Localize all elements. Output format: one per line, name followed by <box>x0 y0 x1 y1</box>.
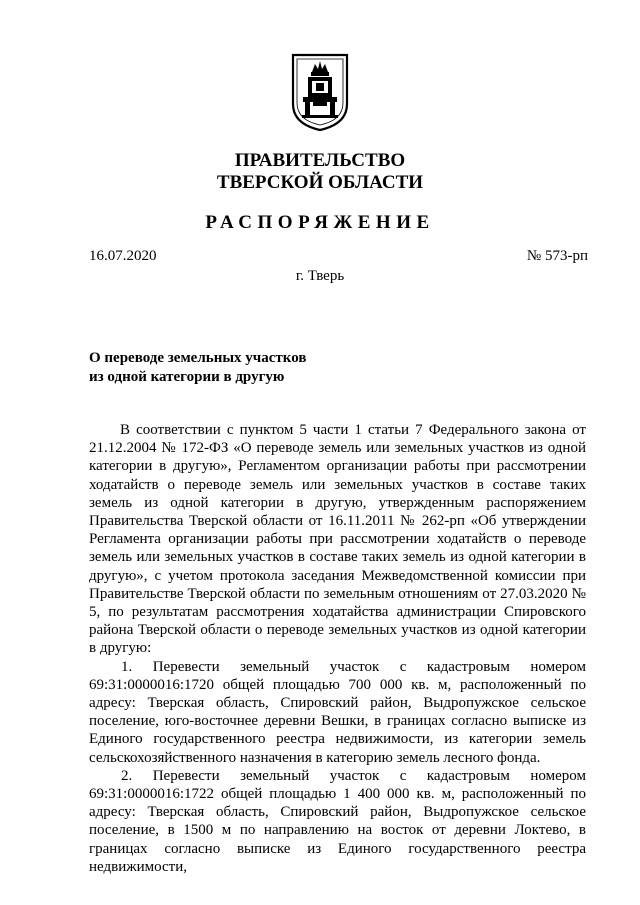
document-body <box>89 421 586 876</box>
subject-line2: из одной категории в другую <box>89 369 285 385</box>
document-city: г. Тверь <box>295 268 345 284</box>
subject-line1: О переводе земельных участков <box>89 350 307 366</box>
document-number: № 573-рп <box>526 248 588 264</box>
government-title-line2: ТВЕРСКОЙ ОБЛАСТИ <box>216 172 424 193</box>
tver-coat-of-arms-icon <box>290 52 350 132</box>
document-date: 16.07.2020 <box>89 248 157 264</box>
body-intro-paragraph: В соответствии с пунктом 5 части 1 статьи 7 Федерального закона от 21.12.2004 № 172-ФЗ «О переводе земель или земельных участков из одной категории в другую», Регламентом организации работы при рассмотрении ходатайств о переводе земель или земельных участков в составе таких земель из одной категории в другую, утвержденным распоряжением Правительства Тверской области от 16.11.2011 № 262-рп «Об утверждении Регламента организации работы при рассмотрении ходатайств о переводе земель или земельных участков в составе таких земель из одной категории в другую», с учетом протокола заседания Межведомственной комиссии при Правительстве Тверской области по земельным отношениям от 27.03.2020 № 5, по результатам рассмотрения ходатайства администрации Спировского района Тверской области о переводе земельных участков из одной категории в другую: <box>89 422 586 657</box>
document-type-title: РАСПОРЯЖЕНИЕ <box>205 212 435 233</box>
document-subject <box>89 349 306 387</box>
body-item-2: 2. Перевести земельный участок с кадастровым номером 69:31:0000016:1722 общей площадью 1 400 000 кв. м, расположенный по адресу: Тверская область, Спировский район, Выдропужское сельское поселение, в 1500 м по направлению на восток от деревни Локтево, в границах согласно выписке из Единого государственного реестра недвижимости, <box>89 767 586 875</box>
government-title-line1: ПРАВИТЕЛЬСТВО <box>234 150 406 171</box>
body-item-1: 1. Перевести земельный участок с кадастровым номером 69:31:0000016:1720 общей площадью 700 000 кв. м, расположенный по адресу: Тверская область, Спировский район, Выдропужское сельское поселение, юго-восточнее деревни Вешки, в границах согласно выписке из Единого государственного реестра недвижимости, из категории земель сельскохозяйственного назначения в категорию земель лесного фонда. <box>89 658 586 766</box>
